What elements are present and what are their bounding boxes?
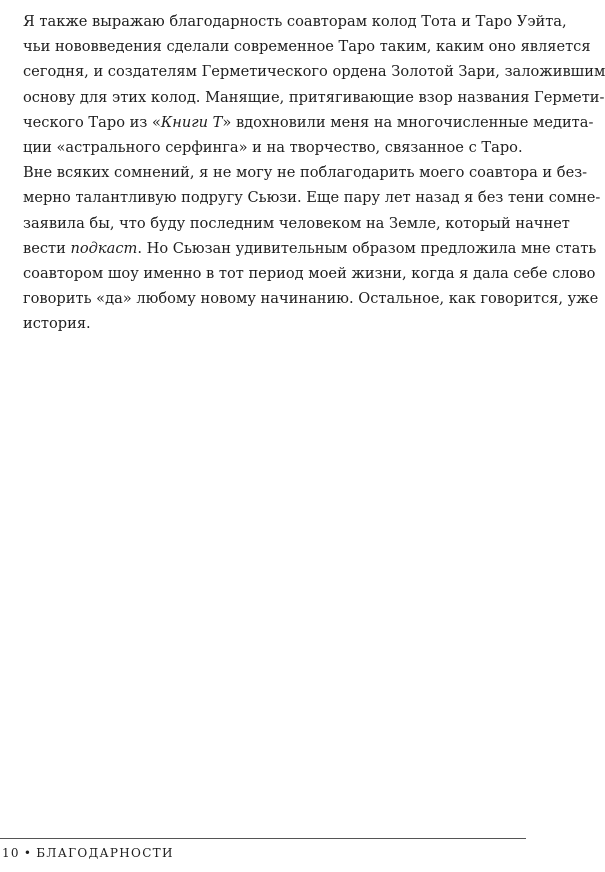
text-line: Вне всяких сомнений, я не могу не поблагодарить моего соавтора и без-	[23, 164, 588, 182]
body-text	[5, 9, 605, 337]
text-segment: ческого Таро из «	[23, 113, 161, 131]
text-line: говорить «да» любому новому начинанию. Остальное, как говорится, уже	[23, 290, 599, 308]
section-title: БЛАГОДАРНОСТИ	[36, 846, 174, 860]
text-line: Я также выражаю благодарность соавторам колод Тота и Таро Уэйта,	[23, 13, 567, 30]
text-segment: » вдохновили меня на многочисленные медита-	[222, 113, 594, 131]
text-line: соавтором шоу именно в тот период моей жизни, когда я дала себе слово	[23, 265, 596, 283]
text-line: сегодня, и создателям Герметического ордена Золотой Зари, заложившим	[23, 63, 605, 81]
footer-rule	[0, 838, 526, 839]
text-line: ции «астрального серфинга» и на творчество, связанное с Таро.	[23, 139, 523, 157]
footer-separator: •	[23, 846, 33, 860]
page-number: 10	[2, 846, 20, 860]
running-footer	[2, 846, 174, 860]
text-segment: вести	[23, 239, 71, 257]
text-line	[5, 236, 597, 261]
text-segment: . Но Сьюзан удивительным образом предложила мне стать	[137, 239, 597, 257]
text-line	[5, 110, 594, 135]
text-line: мерно талантливую подругу Сьюзи. Еще пару лет назад я без тени сомне-	[23, 189, 601, 207]
book-title-italic: Книги Т	[160, 113, 223, 131]
text-line: чьи нововведения сделали современное Таро таким, каким оно является	[23, 38, 591, 56]
text-line: история.	[23, 315, 91, 333]
paragraph-acknowledgement-decks	[5, 9, 605, 160]
text-line: основу для этих колод. Манящие, притягивающие взор названия Гермети-	[23, 88, 605, 106]
text-line: заявила бы, что буду последним человеком на Земле, который начнет	[23, 214, 570, 232]
paragraph-acknowledgement-coauthor	[5, 160, 601, 336]
podcast-italic: подкаст	[70, 239, 138, 257]
